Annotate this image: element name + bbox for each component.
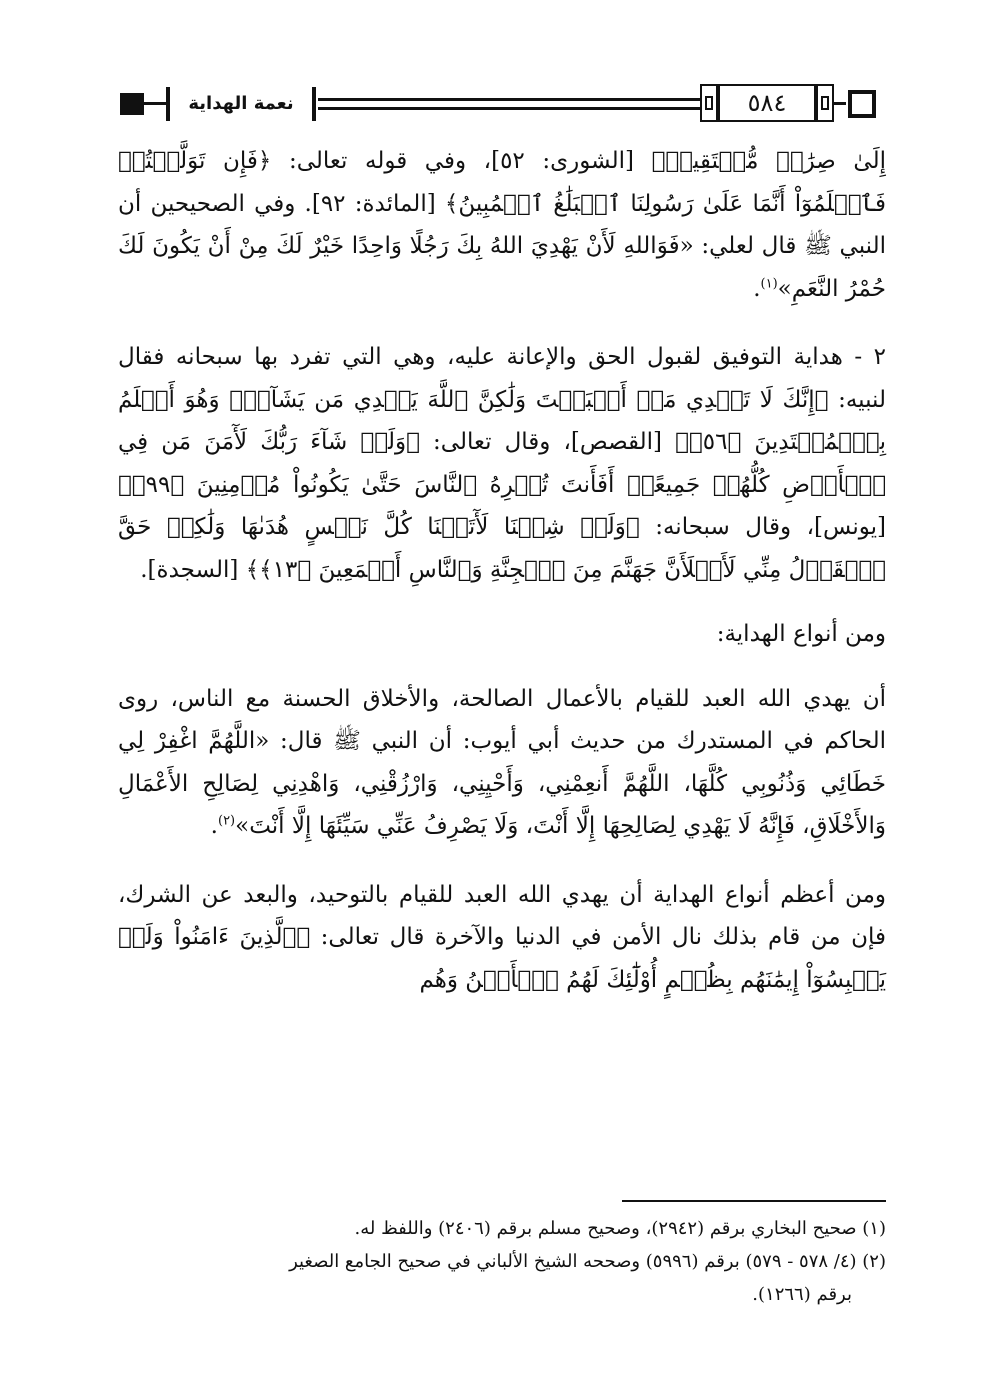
paragraph-end: . — [210, 813, 218, 839]
paragraph-end: . — [753, 275, 761, 302]
footnote-marker[interactable]: (١) — [760, 275, 778, 291]
header-rule — [144, 102, 166, 105]
footnote-continuation: برقم (١٢٦٦). — [752, 1284, 852, 1305]
paragraph-text: إِلَىٰ صِرَٰطٖ مُّسۡتَقِيمٖ﴾ [الشورى: ٥٢]، وفي قوله تعالى: ﴿فَإِن تَوَلَّيۡتُمۡ فَٱعۡلَمُوٓاْ أَنَّمَا عَلَىٰ رَسُولِنَا ٱلۡبَلَٰغُ ٱلۡمُبِينُ﴾ [المائدة: ٩٢]. وفي الصحيحين أن النبي ﷺ قال لعلي: «فَوَاللهِ لَأَنْ يَهْدِيَ اللهُ بِكَ رَجُلًا وَاحِدًا خَيْرٌ لَكَ مِنْ أَنْ يَكُونَ لَكَ حُمْرُ النَّعَمِ» — [118, 148, 886, 302]
paragraph-text: أن يهدي الله العبد للقيام بالأعمال الصالحة، والأخلاق الحسنة مع الناس، روى الحاكم في المستدرك من حديث أبي أيوب: أن النبي ﷺ قال: «اللَّهُمَّ اغْفِرْ لِي خَطَائِي وَذُنُوبِي كُلَّهَا، اللَّهُمَّ أَنعِمْنِي، وَأَحْيِنِي، وَارْزُقْنِي، وَاهْدِنِي لِصَالِحِ الأَعْمَالِ وَالأَخْلَاقِ، فَإِنَّهُ لَا يَهْدِي لِصَالِحِهَا إِلَّا أَنْتَ، وَلَا يَصْرِفُ عَنِّي سَيِّئَهَا إِلَّا أَنْتَ» — [118, 685, 886, 839]
footnote-separator — [622, 1200, 886, 1202]
header-frame-ornament — [700, 84, 718, 122]
page-number: ٥٨٤ — [718, 84, 816, 122]
paragraph — [118, 678, 886, 848]
footnotes — [118, 1212, 886, 1311]
running-title: نعمة الهداية — [188, 93, 294, 114]
header-square-outline-ornament — [848, 90, 876, 118]
section-heading: ومن أنواع الهداية: — [716, 621, 886, 647]
footnote-marker[interactable]: (٢) — [217, 813, 236, 829]
header-divider — [312, 87, 316, 121]
paragraph: ٢ - هداية التوفيق لقبول الحق والإعانة عليه، وهي التي تفرد بها سبحانه فقال لنبيه: ﴿إِنَّكَ لَا تَهۡدِي مَنۡ أَحۡبَبۡتَ وَلَٰكِنَّ ٱللَّهَ يَهۡدِي مَن يَشَآءُۚ وَهُوَ أَعۡلَمُ بِٱلۡمُهۡتَدِينَ ﴿٥٦﴾﴾ [القصص]، وقال تعالى: ﴿وَلَوۡ شَآءَ رَبُّكَ لَأٓمَنَ مَن فِي ٱلۡأَرۡضِ كُلُّهُمۡ جَمِيعًاۚ أَفَأَنتَ تُكۡرِهُ ٱلنَّاسَ حَتَّىٰ يَكُونُواْ مُؤۡمِنِينَ ﴿٩٩﴾﴾ [يونس]، وقال سبحانه: ﴿وَلَوۡ شِئۡنَا لَأٓتَيۡنَا كُلَّ نَفۡسٍ هُدَىٰهَا وَلَٰكِنۡ حَقَّ ٱلۡقَوۡلُ مِنِّي لَأَمۡلَأَنَّ جَهَنَّمَ مِنَ ٱلۡجِنَّةِ وَٱلنَّاسِ أَجۡمَعِينَ ﴿١٣﴾﴾ [السجدة]. — [118, 344, 886, 583]
header-rule — [834, 102, 846, 105]
footnote: (٢) (٤/ ٥٧٨ - ٥٧٩) برقم (٥٩٩٦) وصححه الشيخ الألباني في صحيح الجامع الصغير — [289, 1251, 886, 1272]
paragraph: ومن أعظم أنواع الهداية أن يهدي الله العبد للقيام بالتوحيد، والبعد عن الشرك، فإن من قام بذلك نال الأمن في الدنيا والآخرة قال تعالى: ﴿ٱلَّذِينَ ءَامَنُواْ وَلَمۡ يَلۡبِسُوٓاْ إِيمَٰنَهُم بِظُلۡمٍ أُوْلَٰٓئِكَ لَهُمُ ٱلۡأَمۡنُ وَهُم — [118, 881, 886, 993]
header-frame-ornament — [816, 84, 834, 122]
header-double-rule — [318, 98, 700, 110]
header-square-ornament — [120, 93, 144, 115]
main-text — [118, 140, 886, 1001]
footnote: (١) صحيح البخاري برقم (٢٩٤٢)، وصحيح مسلم برقم (٢٤٠٦) واللفظ له. — [354, 1218, 886, 1239]
header-divider — [166, 87, 170, 121]
page-header — [118, 82, 886, 126]
paragraph — [118, 140, 886, 310]
